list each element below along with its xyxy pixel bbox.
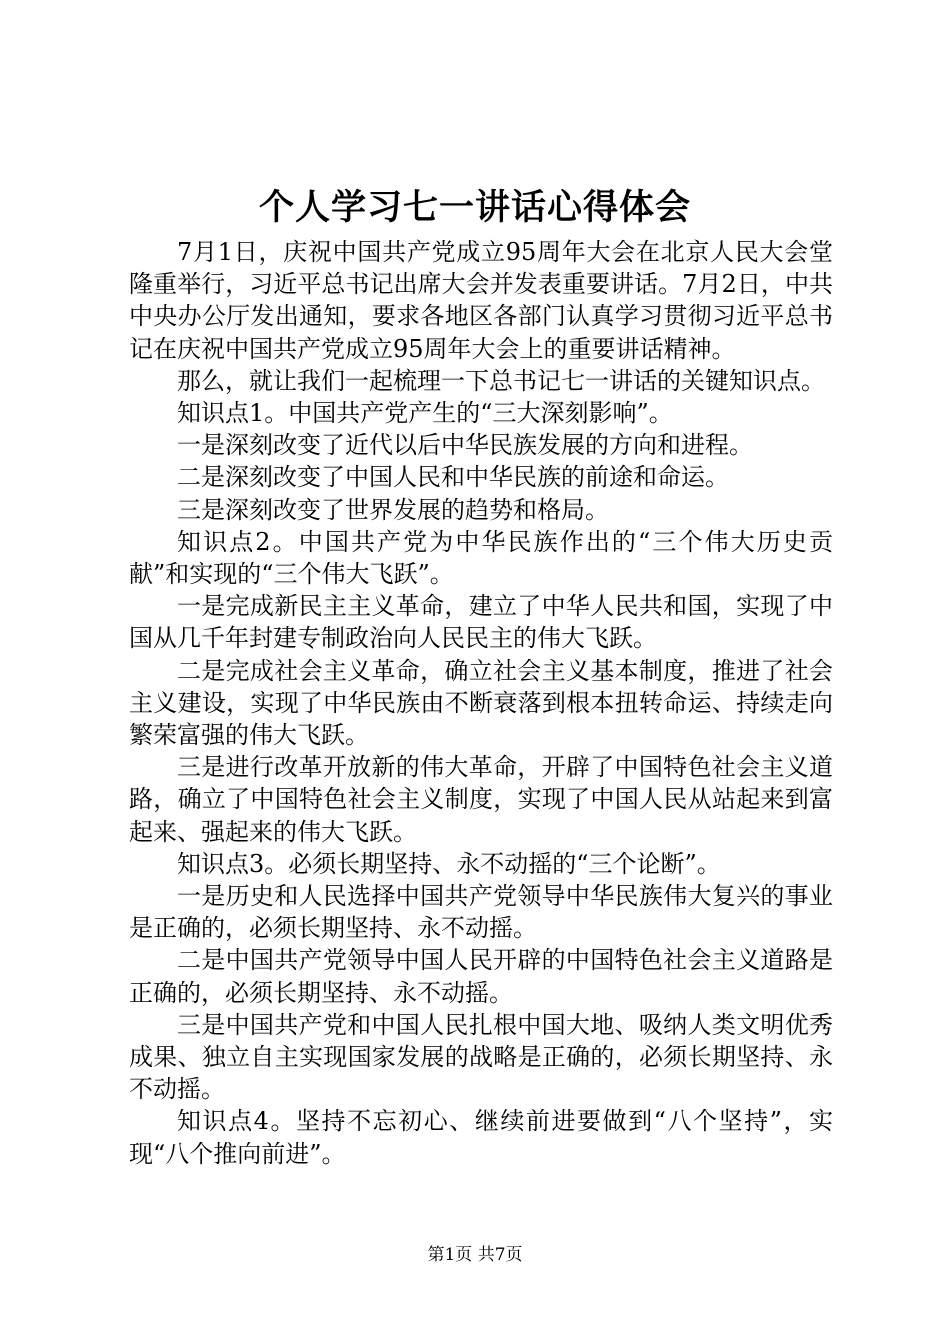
paragraph: 二是完成社会主义革命，确立社会主义基本制度，推进了社会主义建设，实现了中华民族由不断衰落到根本扭转命运、持续走向繁荣富强的伟大飞跃。	[129, 656, 833, 750]
paragraph: 一是深刻改变了近代以后中华民族发展的方向和进程。	[177, 431, 753, 460]
paragraph: 7月1日，庆祝中国共产党成立95周年大会在北京人民大会堂隆重举行，习近平总书记出席大会并发表重要讲话。7月2日，中共中央办公厅发出通知，要求各地区各部门认真学习贯彻习近平总书记在庆祝中国共产党成立95周年大会上的重要讲话精神。	[129, 238, 833, 363]
paragraph: 一是完成新民主主义革命，建立了中华人民共和国，实现了中国从几千年封建专制政治向人民民主的伟大飞跃。	[129, 592, 833, 653]
paragraph: 三是中国共产党和中国人民扎根中国大地、吸纳人类文明优秀成果、独立自主实现国家发展的战略是正确的，必须长期坚持、永不动摇。	[129, 1010, 833, 1104]
paragraph: 知识点1。中国共产党产生的“三大深刻影响”。	[177, 399, 673, 428]
paragraph: 三是深刻改变了世界发展的趋势和格局。	[177, 495, 609, 524]
document-title: 个人学习七一讲话心得体会	[258, 187, 691, 228]
paragraph: 知识点3。必须长期坚持、永不动摇的“三个论断”。	[177, 849, 721, 878]
paragraph: 二是中国共产党领导中国人民开辟的中国特色社会主义道路是正确的，必须长期坚持、永不动摇。	[129, 946, 833, 1007]
paragraph: 知识点2。中国共产党为中华民族作出的“三个伟大历史贡献”和实现的“三个伟大飞跃”。	[129, 527, 833, 589]
paragraph: 一是历史和人民选择中国共产党领导中华民族伟大复兴的事业是正确的，必须长期坚持、永不动摇。	[129, 882, 833, 943]
paragraph: 那么，就让我们一起梳理一下总书记七一讲话的关键知识点。	[177, 366, 825, 395]
paragraph: 三是进行改革开放新的伟大革命，开辟了中国特色社会主义道路，确立了中国特色社会主义制度，实现了中国人民从站起来到富起来、强起来的伟大飞跃。	[129, 753, 833, 846]
document-body	[129, 236, 833, 1170]
paragraph: 知识点4。坚持不忘初心、继续前进要做到“八个坚持”，实现“八个推向前进”。	[129, 1107, 833, 1168]
paragraph: 二是深刻改变了中国人民和中华民族的前途和命运。	[177, 463, 729, 492]
page-footer: 第1页 共7页	[427, 1245, 523, 1265]
